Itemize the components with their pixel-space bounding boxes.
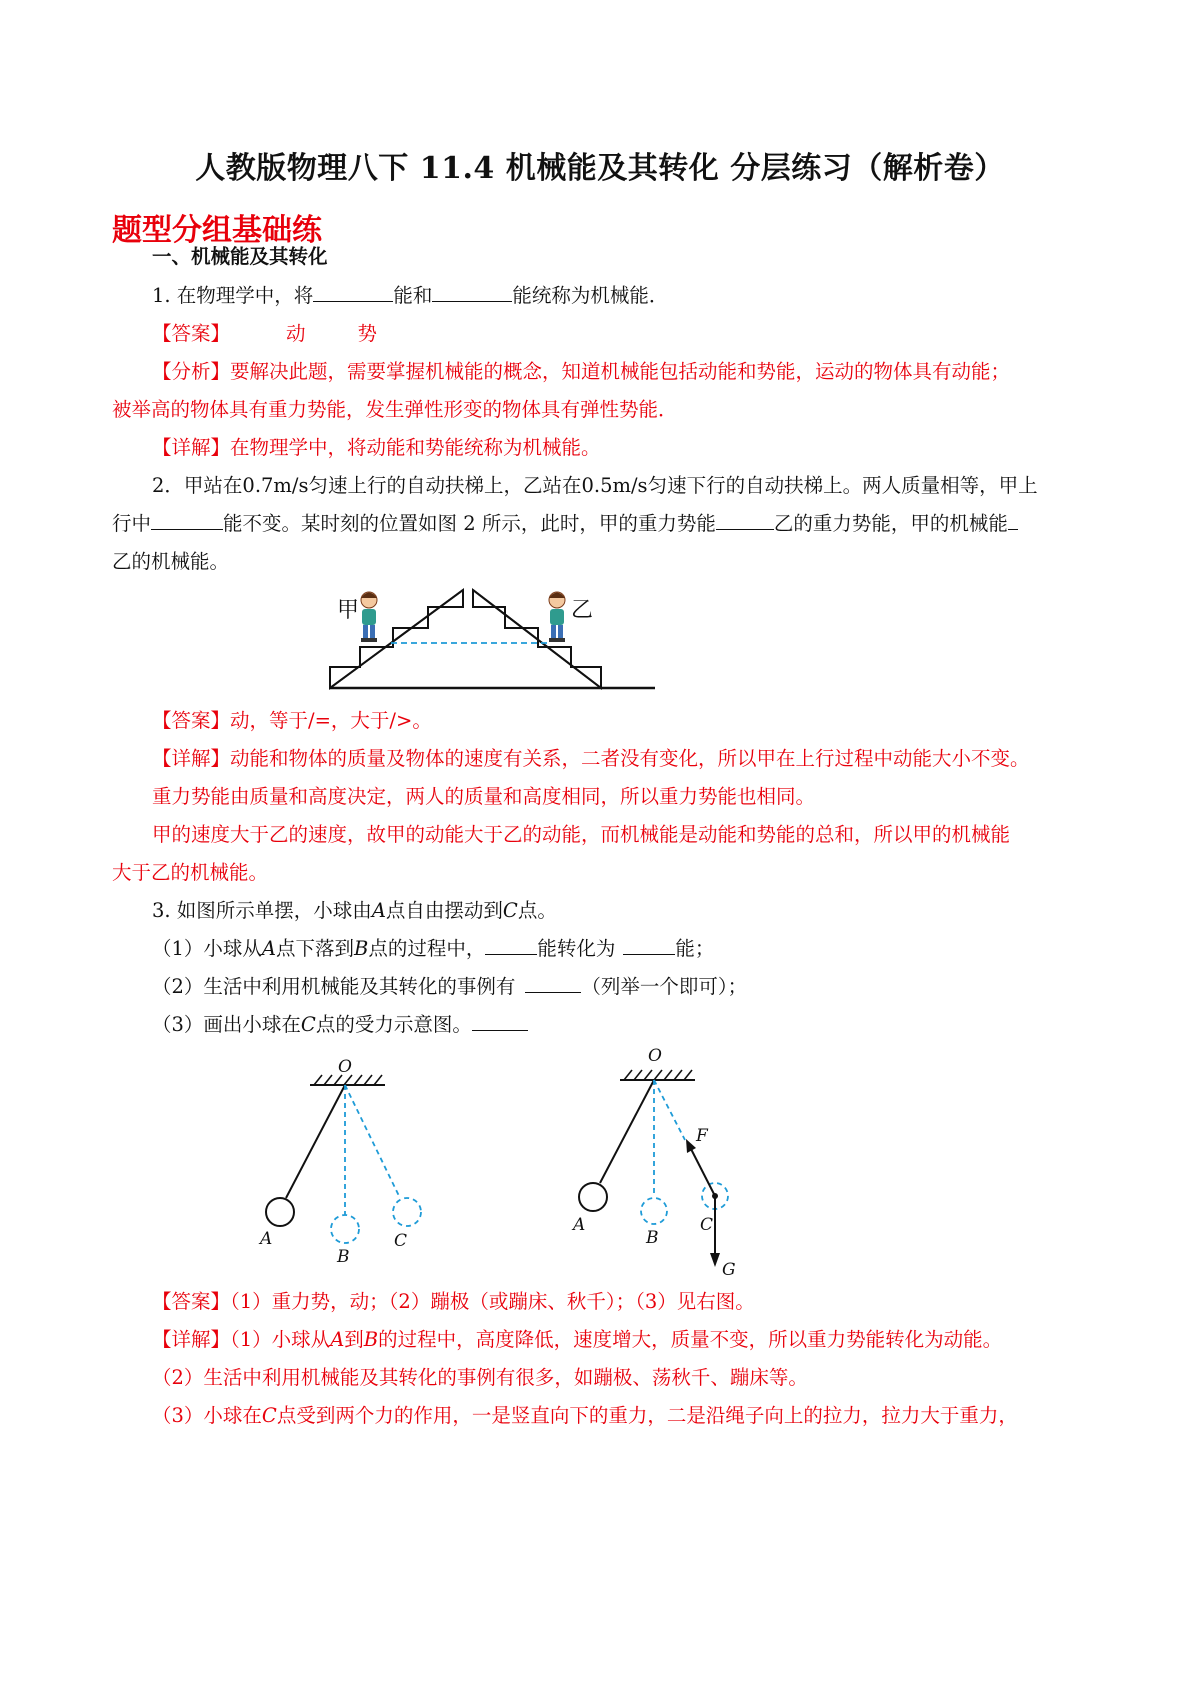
q3-line1-a: 3. 如图所示单摆，小球由 — [152, 899, 372, 922]
q3-detail-1c: 的过程中，高度降低，速度增大，质量不变，所以重力势能转化为动能。 — [378, 1328, 1003, 1351]
person-jia — [361, 592, 377, 642]
q3-detail-3b: 点受到两个力的作用，一是竖直向下的重力，二是沿绳子向上的拉力，拉力大于重力， — [276, 1404, 1018, 1427]
q2-line2-c: 乙的重力势能，甲的机械能 — [773, 512, 1008, 535]
q3-line1-c: 点。 — [517, 899, 557, 922]
pendulum-figure-right — [560, 1045, 770, 1280]
q3-line1 — [152, 897, 557, 924]
q1-analysis-line1: 要解决此题，需要掌握机械能的概念，知道机械能包括动能和势能，运动的物体具有动能； — [230, 360, 1011, 383]
q2-answer-label: 【答案】 — [152, 709, 231, 732]
q3-blank-3 — [525, 974, 581, 993]
q3-detail-2: （2）生活中利用机械能及其转化的事例有很多，如蹦极、荡秋千、蹦床等。 — [152, 1366, 808, 1389]
q2-blank-1 — [151, 511, 223, 530]
q3-p1-a: （1）小球从 — [152, 937, 262, 960]
pendulum-figure-left — [250, 1050, 460, 1270]
string-C — [345, 1085, 400, 1198]
q3-p1-A: A — [261, 937, 277, 960]
q1-text-a: 1. 在物理学中，将 — [152, 284, 314, 307]
q1-detail-label: 【详解】 — [152, 436, 231, 459]
ball-B — [331, 1215, 359, 1243]
ball-C — [393, 1198, 421, 1226]
ceiling-hatch-2 — [624, 1070, 692, 1080]
force-F-arrow — [690, 1147, 715, 1196]
label-B: B — [337, 1247, 350, 1267]
q1-detail-text: 在物理学中，将动能和势能统称为机械能。 — [230, 436, 601, 459]
q2-detail-3a: 甲的速度大于乙的速度，故甲的动能大于乙的动能，而机械能是动能和势能的总和，所以甲的机械能 — [152, 823, 1011, 846]
escalator-figure — [325, 585, 665, 700]
q1-analysis — [152, 358, 1010, 385]
label-O: O — [338, 1057, 352, 1077]
q2-blank-2 — [716, 511, 774, 530]
q2-detail-2: 重力势能由质量和高度决定，两人的质量和高度相同，所以重力势能也相同。 — [152, 785, 816, 808]
q3-p3-a: （3）画出小球在 — [152, 1013, 301, 1036]
label-C-2: C — [700, 1215, 714, 1235]
page-title: 人教版物理八下 11.4 机械能及其转化 分层练习（解析卷） — [195, 151, 1005, 186]
q3-detail-1A: A — [330, 1328, 345, 1351]
q3-part1 — [152, 935, 714, 962]
q2-detail-1-text: 动能和物体的质量及物体的速度有关系，二者没有变化，所以甲在上行过程中动能大小不变。 — [230, 747, 1030, 770]
q1-text-b: 能和 — [393, 284, 433, 307]
label-C: C — [394, 1231, 408, 1251]
q2-detail-3b: 大于乙的机械能。 — [112, 861, 269, 884]
ball-A-2 — [579, 1183, 607, 1211]
q3-line1-A: A — [371, 899, 386, 922]
q3-line1-b: 点自由摆动到 — [385, 899, 503, 922]
q2-line2 — [112, 510, 1018, 537]
q3-line1-C: C — [502, 899, 518, 922]
q2-line2-a: 行中 — [112, 512, 152, 535]
q3-blank-4 — [472, 1012, 528, 1031]
label-O-2: O — [648, 1046, 662, 1066]
ball-A — [266, 1198, 294, 1226]
string-A-2 — [600, 1080, 654, 1183]
person-yi — [549, 592, 565, 642]
q2-detail-1 — [152, 745, 1030, 772]
force-origin-dot — [712, 1193, 718, 1199]
section-title: 题型分组基础练 — [112, 213, 322, 248]
q3-detail-1 — [152, 1326, 1002, 1353]
q2-detail-label: 【详解】 — [152, 747, 231, 770]
q3-detail-label: 【详解】 — [152, 1328, 231, 1351]
q2-line3: 乙的机械能。 — [112, 550, 230, 573]
q1-answer-2: 势 — [357, 322, 378, 345]
q3-detail-1B: B — [363, 1328, 379, 1351]
q3-answer-text: （1）重力势，动；（2）蹦极（或蹦床、秋千）；（3）见右图。 — [230, 1290, 755, 1313]
q1-question — [152, 282, 668, 309]
q3-blank-1 — [485, 936, 537, 955]
force-G-arrowhead — [710, 1253, 720, 1267]
q1-analysis-label: 【分析】 — [152, 360, 231, 383]
q3-part3 — [152, 1011, 528, 1038]
label-F: F — [696, 1126, 708, 1146]
q1-answer-1: 动 — [286, 322, 306, 345]
q2-line2-b: 能不变。某时刻的位置如图 2 所示，此时，甲的重力势能 — [223, 512, 716, 535]
label-yi: 乙 — [571, 598, 594, 623]
q3-detail-3C: C — [261, 1404, 277, 1427]
q2-blank-3 — [1008, 511, 1018, 530]
q3-p1-d: 能转化为 — [537, 937, 616, 960]
q3-answer-label: 【答案】 — [152, 1290, 231, 1313]
string-C-2 — [654, 1080, 685, 1140]
q3-p3-b: 点的受力示意图。 — [315, 1013, 472, 1036]
q1-blank-1 — [313, 283, 393, 302]
q3-p2-b: （列举一个即可）； — [581, 975, 748, 998]
q3-detail-1b: 到 — [344, 1328, 364, 1351]
label-A: A — [260, 1229, 273, 1249]
label-A-2: A — [573, 1215, 586, 1235]
q1-answer-label: 【答案】 — [152, 322, 231, 345]
q3-detail-3a: （3）小球在 — [152, 1404, 262, 1427]
ball-B-2 — [641, 1198, 667, 1224]
q1-answer — [152, 320, 377, 347]
q2-answer-text: 动，等于/=，大于/>。 — [230, 709, 432, 732]
q2-line1: 2．甲站在0.7m/s匀速上行的自动扶梯上，乙站在0.5m/s匀速下行的自动扶梯上。两人质量相等，甲上 — [152, 474, 1038, 497]
label-jia: 甲 — [337, 598, 360, 623]
q3-p1-c: 点的过程中， — [368, 937, 486, 960]
subsection-title: 一、机械能及其转化 — [152, 245, 328, 268]
q3-p1-B: B — [354, 937, 369, 960]
q3-detail-3 — [152, 1402, 1018, 1429]
q1-detail — [152, 434, 601, 461]
q3-answer — [152, 1288, 755, 1315]
q3-p1-e: 能； — [675, 937, 715, 960]
q1-text-c: 能统称为机械能． — [512, 284, 669, 307]
label-B-2: B — [646, 1228, 659, 1248]
q2-answer — [152, 707, 432, 734]
q3-p2-a: （2）生活中利用机械能及其转化的事例有 — [152, 975, 516, 998]
q3-blank-2 — [623, 936, 675, 955]
q1-blank-2 — [432, 283, 512, 302]
q3-p1-b: 点下落到 — [276, 937, 355, 960]
q1-analysis-line2: 被举高的物体具有重力势能，发生弹性形变的物体具有弹性势能． — [112, 398, 678, 421]
q3-part2 — [152, 973, 747, 1000]
string-A — [286, 1085, 345, 1198]
q3-detail-1a: （1）小球从 — [230, 1328, 331, 1351]
q3-p3-C: C — [300, 1013, 316, 1036]
label-G: G — [722, 1260, 736, 1280]
